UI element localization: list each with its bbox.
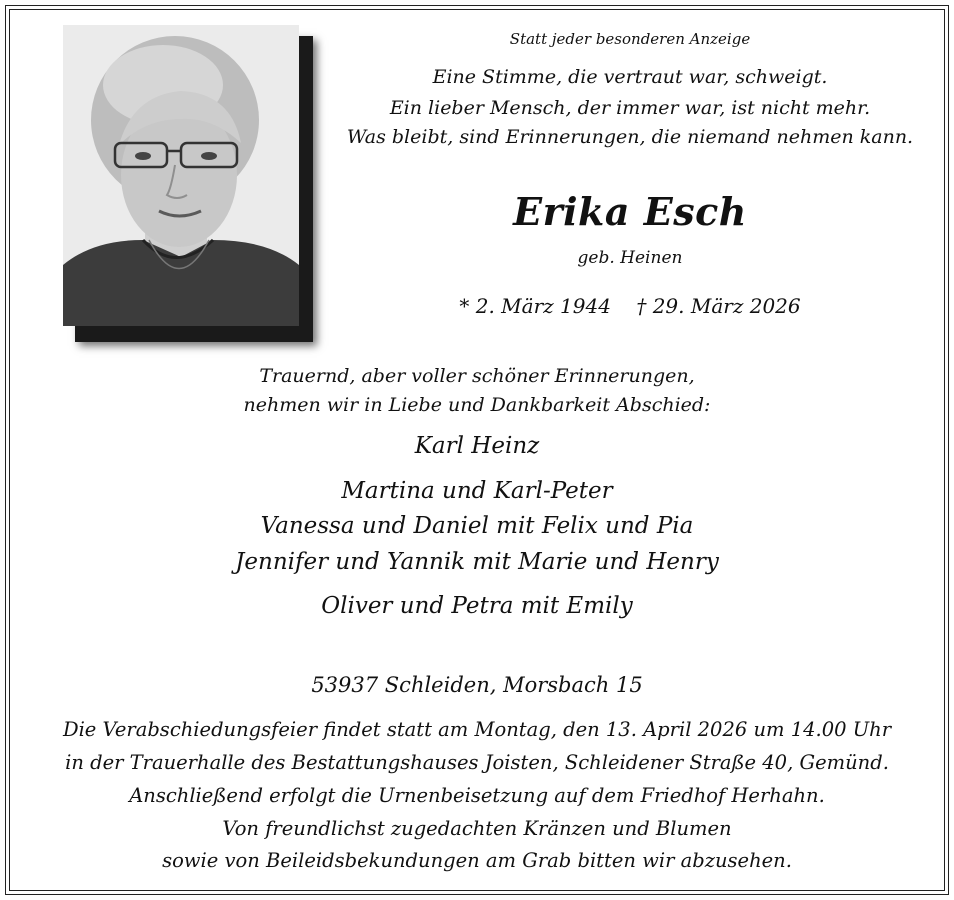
notice-header: Statt jeder besonderen Anzeige [509,30,751,48]
poem-line-3: Was bleibt, sind Erinnerungen, die niemand nehmen kann. [346,126,914,148]
funeral-info-2: in der Trauerhalle des Bestattungshauses Joisten, Schleidener Straße 40, Gemünd. [65,751,889,774]
poem-line-1: Eine Stimme, die vertraut war, schweigt. [432,66,828,88]
mourning-intro-1: Trauernd, aber voller schöner Erinnerungen, [259,365,695,387]
portrait-illustration [63,25,299,326]
birth-name: geb. Heinen [577,248,683,268]
poem-line-2: Ein lieber Mensch, der immer war, ist nicht mehr. [389,97,871,119]
funeral-info-1: Die Verabschiedungsfeier findet statt am Montag, den 13. April 2026 um 14.00 Uhr [62,718,892,741]
deceased-name: Erika Esch [513,189,747,234]
family-line-1: Karl Heinz [414,433,540,459]
life-dates: * 2. März 1944 † 29. März 2026 [459,294,801,318]
portrait-photo [63,25,299,326]
address: 53937 Schleiden, Morsbach 15 [311,673,643,697]
family-line-3: Vanessa und Daniel mit Felix und Pia [260,513,694,539]
family-line-4: Jennifer und Yannik mit Marie und Henry [235,549,719,575]
family-line-2: Martina und Karl-Peter [341,478,613,504]
funeral-info-5: sowie von Beileidsbekundungen am Grab bitten wir abzusehen. [162,849,792,872]
funeral-info-4: Von freundlichst zugedachten Kränzen und Blumen [222,817,732,840]
mourning-intro-2: nehmen wir in Liebe und Dankbarkeit Abschied: [243,394,711,416]
family-line-5: Oliver und Petra mit Emily [321,593,633,619]
funeral-info-3: Anschließend erfolgt die Urnenbeisetzung auf dem Friedhof Herhahn. [129,784,825,807]
